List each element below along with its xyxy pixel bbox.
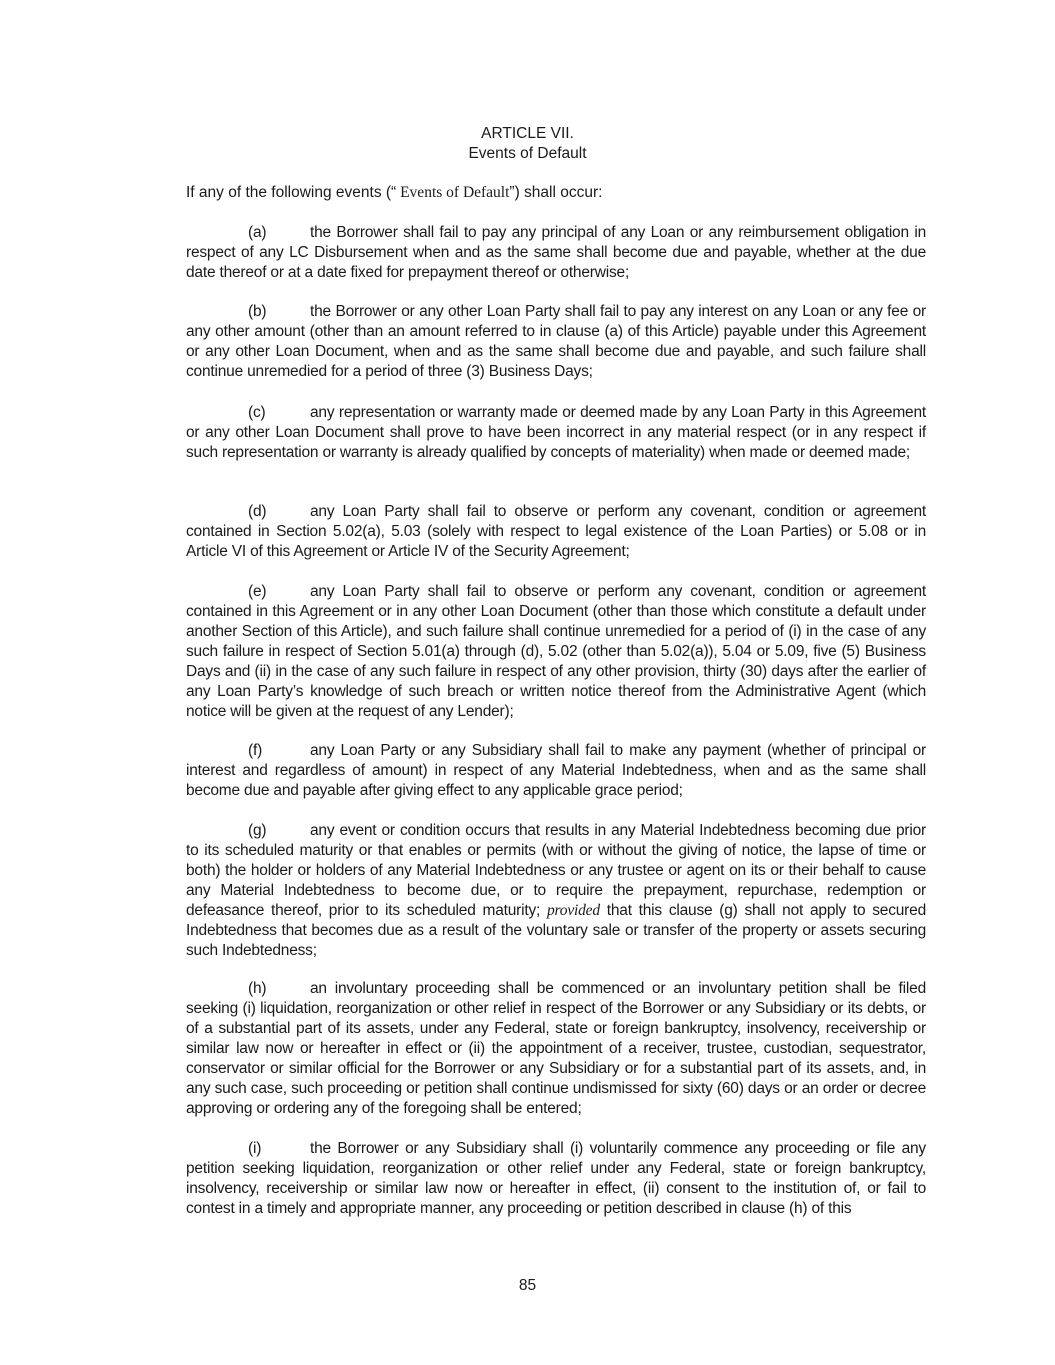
clause-d — [186, 502, 926, 562]
lead-after: ”) shall occur: — [509, 184, 603, 201]
clause-e — [186, 582, 926, 722]
article-number: ARTICLE VII. — [481, 125, 574, 142]
clause-g — [186, 821, 926, 961]
clause-h — [186, 979, 926, 1119]
clause-text: any representation or warranty made or deemed made by any Loan Party in this Agreement or any other Loan Document shall prove to have been incorrect in any material respect (or in any respect if such representation or warranty is already qualified by concepts of materiality) when made or deemed made; — [186, 404, 926, 461]
lead-before: If any of the following events (“ — [186, 184, 397, 201]
clause-label: (c) — [248, 404, 266, 421]
clause-label: (a) — [248, 224, 267, 241]
clause-label: (h) — [248, 980, 267, 997]
clause-text-before: any event or condition occurs that results in any Material Indebtedness becoming due prior to its scheduled maturity or that enables or permits (with or without the giving of notice, the lapse of time or both) the holder or holders of any Material Indebtedness or any trustee or agent on its or their behalf to cause any Material Indebtedness to become due, or to require the prepayment, repurchase, redemption or defeasance thereof, prior to its scheduled maturity; — [186, 822, 926, 919]
clause-label: (d) — [248, 503, 267, 520]
proviso-term: provided — [546, 902, 600, 919]
clause-text: any Loan Party or any Subsidiary shall fail to make any payment (whether of principal or interest and regardless of amount) in respect of any Material Indebtedness, when and as the same shall become due and payable after giving effect to any applicable grace period; — [186, 742, 926, 799]
clause-text: any Loan Party shall fail to observe or perform any covenant, condition or agreement contained in Section 5.02(a), 5.03 (solely with respect to legal existence of the Loan Parties) or 5.08 or in Article VI of this Agreement or Article IV of the Security Agreement; — [186, 503, 926, 560]
clause-label: (i) — [248, 1140, 262, 1157]
clause-label: (f) — [248, 742, 263, 759]
clause-i — [186, 1139, 926, 1219]
page-number: 85 — [518, 1277, 537, 1294]
clause-b — [186, 302, 926, 382]
clause-text-after: that this clause (g) shall not apply to secured Indebtedness that becomes due as a result of the voluntary sale or transfer of the property or assets securing such Indebtedness; — [186, 902, 926, 959]
clause-text: the Borrower shall fail to pay any principal of any Loan or any reimbursement obligation in respect of any LC Disbursement when and as the same shall become due and payable, whether at the due date thereof or at a date fixed for prepayment thereof or otherwise; — [186, 224, 926, 281]
lead-sentence — [186, 183, 926, 203]
clause-a — [186, 223, 926, 283]
clause-f — [186, 741, 926, 801]
clause-text: an involuntary proceeding shall be commenced or an involuntary petition shall be filed seeking (i) liquidation, reorganization or other relief in respect of the Borrower or any Subsidiary or its debts, or of a substantial part of its assets, under any Federal, state or foreign bankruptcy, insolvency, receivership or similar law now or hereafter in effect or (ii) the appointment of a receiver, trustee, custodian, sequestrator, conservator or similar official for the Borrower or any Subsidiary or for a substantial part of its assets, and, in any such case, such proceeding or petition shall continue undismissed for sixty (60) days or an order or decree approving or ordering any of the foregoing shall be entered; — [186, 980, 926, 1117]
clause-text: the Borrower or any Subsidiary shall (i) voluntarily commence any proceeding or file any petition seeking liquidation, reorganization or other relief under any Federal, state or foreign bankruptcy, insolvency, receivership or similar law now or hereafter in effect, (ii) consent to the institution of, or fail to contest in a timely and appropriate manner, any proceeding or petition described in clause (h) of this — [186, 1140, 926, 1217]
clause-label: (g) — [248, 822, 267, 839]
article-title: Events of Default — [468, 145, 587, 162]
clause-text: the Borrower or any other Loan Party shall fail to pay any interest on any Loan or any fee or any other amount (other than an amount referred to in clause (a) of this Article) payable under this Agreement or any other Loan Document, when and as the same shall become due and payable, and such failure shall continue unremedied for a period of three (3) Business Days; — [186, 303, 926, 380]
clause-c — [186, 403, 926, 463]
clause-label: (e) — [248, 583, 267, 600]
defined-term: Events of Default — [396, 184, 510, 201]
clause-text: any Loan Party shall fail to observe or perform any covenant, condition or agreement contained in this Agreement or in any other Loan Document (other than those which constitute a default under another Section of this Article), and such failure shall continue unremedied for a period of (i) in the case of any such failure in respect of Section 5.01(a) through (d), 5.02 (other than 5.02(a)), 5.04 or 5.09, five (5) Business Days and (ii) in the case of any such failure in respect of any other provision, thirty (30) days after the earlier of any Loan Party’s knowledge of such breach or written notice thereof from the Administrative Agent (which notice will be given at the request of any Lender); — [186, 583, 926, 720]
clause-label: (b) — [248, 303, 267, 320]
